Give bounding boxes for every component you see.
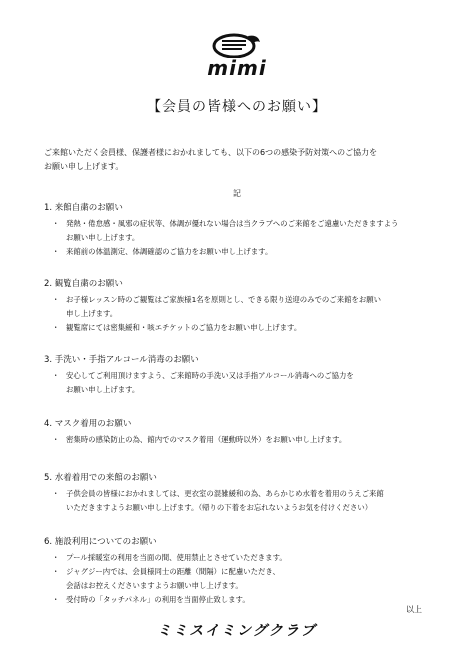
item-line: 密集時の感染防止の為、館内でのマスク着用（運動時以外）をお願い申し上げます。	[66, 435, 347, 444]
section-heading: 2. 観覧自粛のお願い	[44, 279, 123, 289]
item-line: プール採暖室の利用を当面の間、使用禁止とさせていただきます。	[66, 553, 287, 562]
list-item	[44, 487, 444, 515]
item-line: お願い申し上げます。	[66, 385, 140, 394]
bullet-dot: ・	[52, 567, 60, 576]
section-1	[44, 202, 444, 259]
item-line: 受付時の「タッチパネル」の利用を当面停止致します。	[66, 595, 250, 604]
item-line: 会話はお控えくださいますようお願い申し上げます。	[66, 581, 243, 590]
ki-marker: 記	[233, 189, 241, 198]
list-item	[44, 293, 444, 321]
intro-paragraph	[44, 146, 436, 174]
bullet-dot: ・	[52, 489, 60, 498]
section-3	[44, 354, 444, 397]
bullet-dot: ・	[52, 219, 60, 228]
logo	[0, 30, 474, 80]
item-line: 発熱・倦怠感・風邪の症状等、体調が優れない場合は当クラブへのご来館をご遠慮いただきますよう	[66, 219, 399, 228]
section-2	[44, 278, 444, 335]
bullet-dot: ・	[52, 295, 60, 304]
section-heading: 6. 施設利用についてのお願い	[44, 537, 157, 547]
bullet-dot: ・	[52, 323, 60, 332]
section-heading: 1. 来館自粛のお願い	[44, 203, 123, 213]
swimmer-logo-icon	[212, 32, 262, 58]
list-item	[44, 245, 444, 259]
item-line: 申し上げます。	[66, 309, 118, 318]
item-line: お願い申し上げます。	[66, 233, 140, 242]
item-line: ジャグジー内では、会員様同士の距離（間隔）に配慮いただき、	[66, 567, 280, 576]
footer-logo-text: ミミスイミングクラブ	[157, 623, 317, 639]
section-6	[44, 536, 444, 607]
item-line: 観覧席にては密集緩和・咳エチケットのご協力をお願い申し上げます。	[66, 323, 302, 332]
intro-line: ご来館いただく会員様、保護者様におかれましても、以下の6つの感染予防対策へのご協力を	[44, 148, 378, 157]
section-5	[44, 472, 444, 515]
closing-text: 以上	[406, 605, 422, 614]
list-item	[44, 551, 444, 565]
list-item	[44, 433, 444, 447]
section-heading: 3. 手洗い・手指アルコール消毒のお願い	[44, 355, 199, 365]
bullet-dot: ・	[52, 371, 60, 380]
bullet-dot: ・	[52, 247, 60, 256]
item-line: 来館前の体温測定、体調確認のご協力をお願い申し上げます。	[66, 247, 273, 256]
section-heading: 5. 水着着用での来館のお願い	[44, 473, 157, 483]
item-line: いただきますようお願い申し上げます。（帰りの下着をお忘れないようお気を付けください）	[66, 503, 373, 512]
list-item	[44, 369, 444, 397]
list-item	[44, 217, 444, 245]
bullet-dot: ・	[52, 553, 60, 562]
intro-line: お願い申し上げます。	[44, 162, 124, 171]
list-item	[44, 321, 444, 335]
list-item	[44, 593, 444, 607]
list-item	[44, 565, 444, 593]
section-4	[44, 418, 444, 447]
bullet-dot: ・	[52, 595, 60, 604]
logo-text: mimi	[207, 56, 267, 80]
item-line: 子供会員の皆様におかれましては、更衣室の混雑緩和の為、あらかじめ水着を着用のうえご来館	[66, 489, 384, 498]
section-heading: 4. マスク着用のお願い	[44, 419, 132, 429]
item-line: お子様レッスン時のご観覧はご家族様1名を原則とし、できる限り送迎のみでのご来館をお願い	[66, 295, 382, 304]
page-title: 【会員の皆様へのお願い】	[147, 99, 327, 115]
bullet-dot: ・	[52, 435, 60, 444]
item-line: 安心してご利用頂けますよう、ご来館時の手洗い又は手指アルコール消毒へのご協力を	[66, 371, 354, 380]
